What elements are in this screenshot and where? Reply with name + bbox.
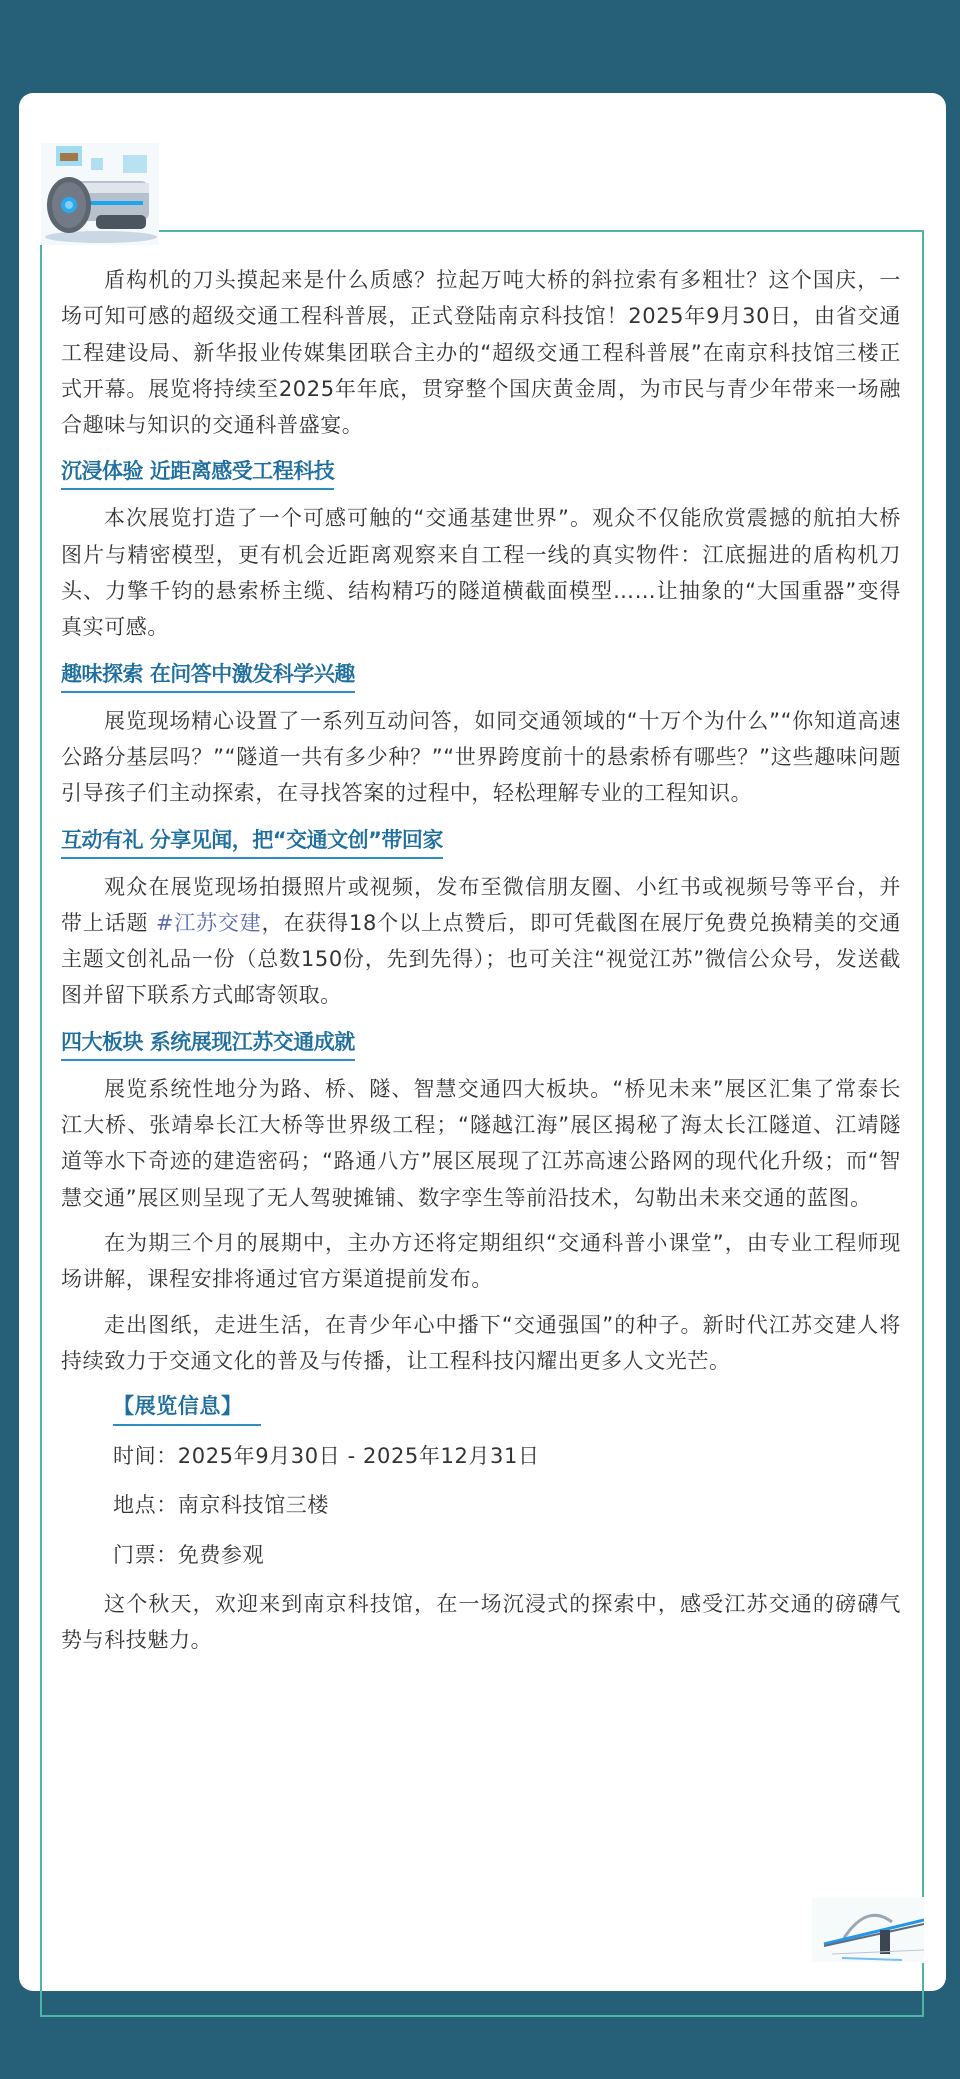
frame-border-left <box>40 245 42 2017</box>
frame-border-right <box>922 230 924 1897</box>
article-body <box>61 262 901 1668</box>
paragraph-share-part1: 观众在展览现场拍摄照片或视频，发布至微信朋友圈、小红书或视频号等平台，并带上话题 <box>61 874 901 935</box>
intro-paragraph: 盾构机的刀头摸起来是什么质感？拉起万吨大桥的斜拉索有多粗壮？这个国庆，一场可知可感的超级交通工程科普展，正式登陆南京科技馆！2025年9月30日，由省交通工程建设局、新华报业传媒集团联合主办的“超级交通工程科普展”在南京科技馆三楼正式开幕。展览将持续至2025年年底，贯穿整个国庆黄金周，为市民与青少年带来一场融合趣味与知识的交通科普盛宴。 <box>61 268 901 438</box>
paragraph-outro: 走出图纸，走进生活，在青少年心中播下“交通强国”的种子。新时代江苏交建人将持续致力于交通文化的普及与传播，让工程科技闪耀出更多人文光芒。 <box>61 1312 901 1373</box>
info-heading: 【展览信息】 <box>113 1391 261 1426</box>
paragraph-share-part2: ，在获得18个以上点赞后，即可凭截图在展厅免费兑换精美的交通主题文创礼品一份（总数150份，先到先得）；也可关注“视觉江苏”微信公众号，发送截图并留下联系方式邮寄领取。 <box>61 910 901 1008</box>
section-heading-explore: 趣味探索 在问答中激发科学兴趣 <box>61 659 355 693</box>
hashtag-link[interactable]: #江苏交建 <box>155 910 262 935</box>
info-time: 时间：2025年9月30日 - 2025年12月31日 <box>113 1444 540 1469</box>
info-location: 地点：南京科技馆三楼 <box>113 1493 329 1518</box>
closing-paragraph: 这个秋天，欢迎来到南京科技馆，在一场沉浸式的探索中，感受江苏交通的磅礴气势与科技魅力。 <box>61 1592 901 1653</box>
paragraph-explore: 展览现场精心设置了一系列互动问答，如同交通领域的“十万个为什么”“你知道高速公路分基层吗？”“隧道一共有多少种？”“世界跨度前十的悬索桥有哪些？”这些趣味问题引导孩子们主动探索，在寻找答案的过程中，轻松理解专业的工程知识。 <box>61 708 901 806</box>
tunnel-boring-machine-image <box>41 143 159 245</box>
paragraph-share <box>61 869 901 1014</box>
section-heading-immersive: 沉浸体验 近距离感受工程科技 <box>61 456 334 490</box>
arch-bridge-image <box>812 1898 924 1962</box>
frame-border-bottom <box>40 2015 924 2017</box>
paragraph-classroom: 在为期三个月的展期中，主办方还将定期组织“交通科普小课堂”，由专业工程师现场讲解，课程安排将通过官方渠道提前发布。 <box>61 1230 901 1292</box>
paragraph-immersive: 本次展览打造了一个可感可触的“交通基建世界”。观众不仅能欣赏震撼的航拍大桥图片与精密模型，更有机会近距离观察来自工程一线的真实物件：江底掘进的盾构机刀头、力擎千钧的悬索桥主缆、结构精巧的隧道横截面模型……让抽象的“大国重器”变得真实可感。 <box>61 506 901 640</box>
section-heading-four-zones: 四大板块 系统展现江苏交通成就 <box>61 1027 355 1061</box>
info-ticket: 门票：免费参观 <box>113 1542 265 1567</box>
paragraph-four-zones: 展览系统性地分为路、桥、隧、智慧交通四大板块。“桥见未来”展区汇集了常泰长江大桥、张靖皋长江大桥等世界级工程；“隧越江海”展区揭秘了海太长江隧道、江靖隧道等水下奇迹的建造密码；“路通八方”展区展现了江苏高速公路网的现代化升级；而“智慧交通”展区则呈现了无人驾驶摊铺、数字孪生等前沿技术，勾勒出未来交通的蓝图。 <box>61 1076 901 1210</box>
section-heading-share: 互动有礼 分享见闻，把“交通文创”带回家 <box>61 825 443 859</box>
frame-border-top <box>159 230 924 232</box>
frame-border-right-lower <box>922 1963 924 2017</box>
